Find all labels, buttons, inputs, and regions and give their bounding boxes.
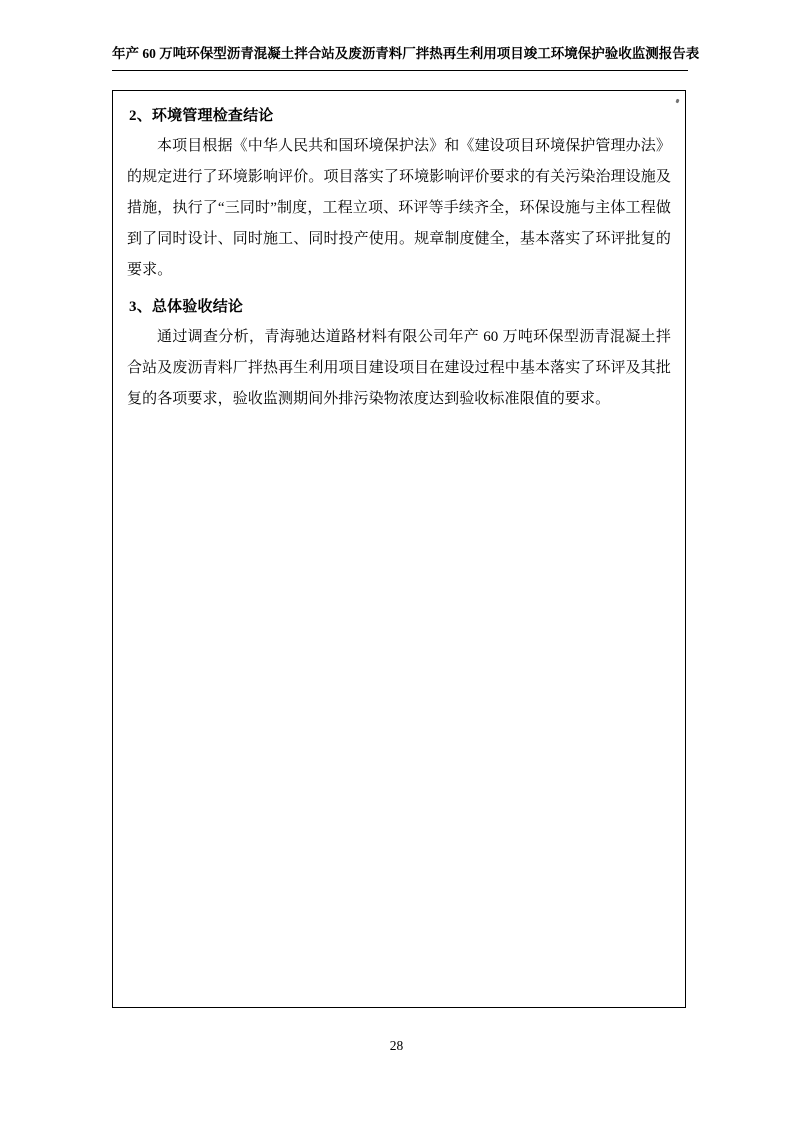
content-frame xyxy=(112,90,686,1008)
running-header: 年产 60 万吨环保型沥青混凝土拌合站及废沥青料厂拌热再生利用项目竣工环境保护验收监测报告表 xyxy=(112,46,700,61)
header-divider xyxy=(112,70,688,71)
section-paragraph-environmental-management: 本项目根据《中华人民共和国环境保护法》和《建设项目环境保护管理办法》的规定进行了环境影响评价。项目落实了环境影响评价要求的有关污染治理设施及措施，执行了“三同时”制度，工程立项、环评等手续齐全，环保设施与主体工程做到了同时设计、同时施工、同时投产使用。规章制度健全，基本落实了环评批复的要求。 xyxy=(127,138,671,278)
section-paragraph-overall-acceptance: 通过调查分析，青海驰达道路材料有限公司年产 60 万吨环保型沥青混凝土拌合站及废沥青料厂拌热再生利用项目建设项目在建设过程中基本落实了环评及其批复的各项要求，验收监测期间外排污染物浓度达到验收标准限值的要求。 xyxy=(127,329,671,407)
section-heading-overall-acceptance: 3、总体验收结论 xyxy=(129,299,244,315)
content-body xyxy=(113,91,685,1007)
page-number: 28 xyxy=(389,1038,404,1053)
section-heading-environmental-management: 2、环境管理检查结论 xyxy=(129,108,274,124)
